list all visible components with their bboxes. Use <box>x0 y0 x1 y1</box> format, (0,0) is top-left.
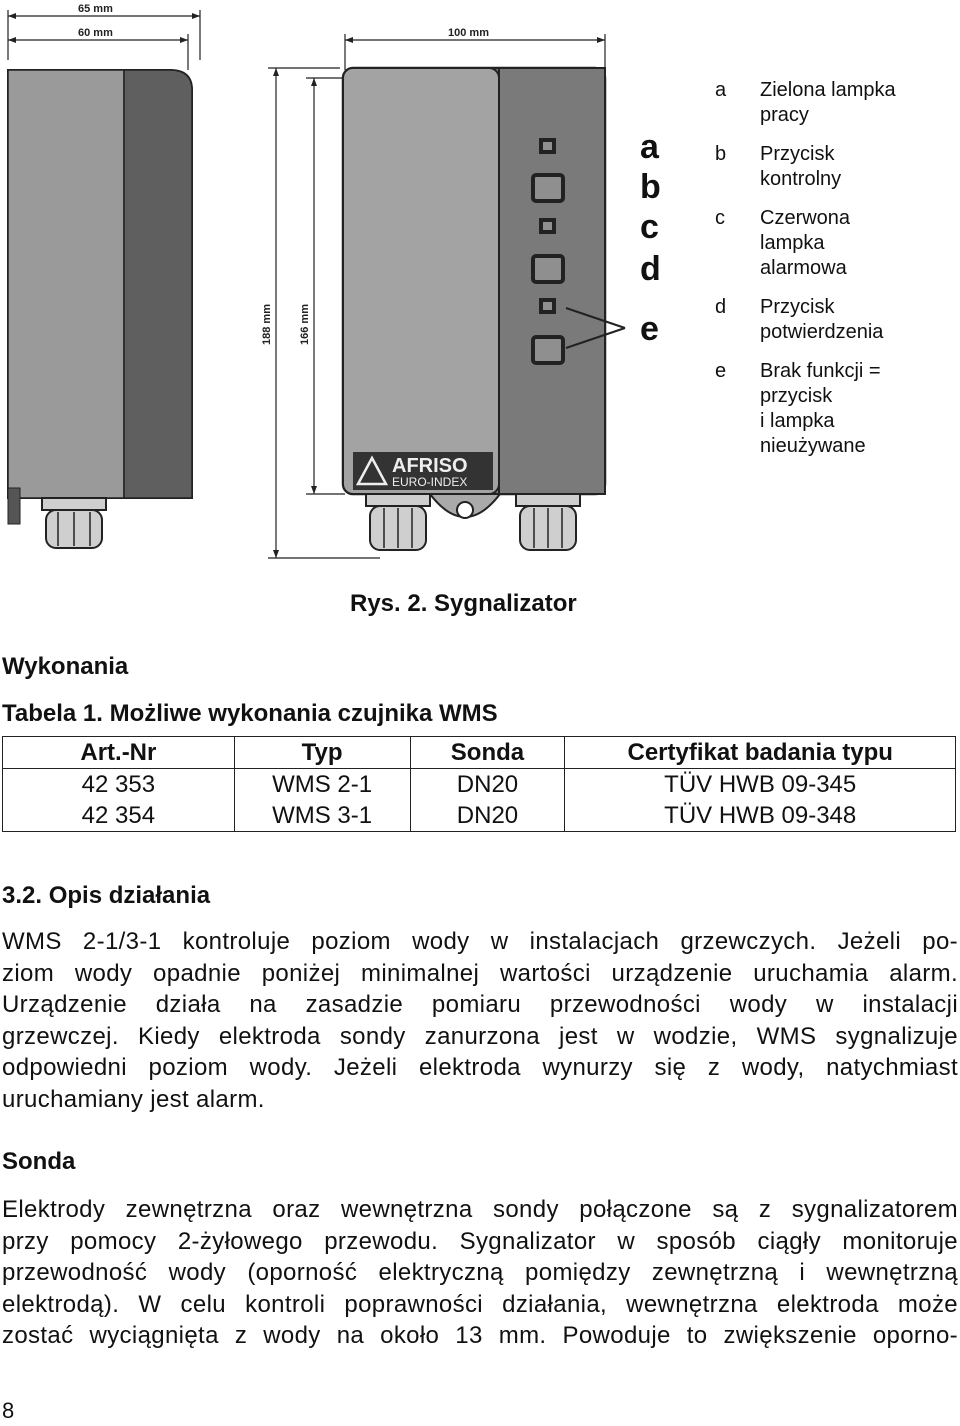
paragraph-line: ziom wody opadnie poniżej minimalnej wartości urządzenie uruchamia alarm. <box>2 959 958 987</box>
legend-desc <box>760 206 955 281</box>
letter-d: d <box>640 250 661 288</box>
legend-desc-line: lampka <box>760 232 825 254</box>
legend-item-c <box>715 206 955 281</box>
heading-opis: 3.2. Opis działania <box>2 882 211 909</box>
brand-label: AFRISO <box>392 455 468 477</box>
column-header: Art.-Nr <box>3 737 235 769</box>
table-cell: 42 353 <box>3 769 235 801</box>
table-title: Tabela 1. Możliwe wykonania czujnika WMS <box>2 700 498 727</box>
legend-key: d <box>715 296 727 318</box>
legend-desc-line: Przycisk <box>760 296 835 318</box>
column-header: Typ <box>234 737 410 769</box>
legend-desc <box>760 295 955 345</box>
legend-item-b <box>715 142 955 192</box>
legend-key: b <box>715 143 727 165</box>
legend-desc <box>760 359 955 459</box>
legend-desc-line: potwierdzenia <box>760 321 884 343</box>
side-view <box>8 70 192 548</box>
paragraph-line: WMS 2-1/3-1 kontroluje poziom wody w instalacjach grzewczych. Jeżeli po- <box>2 928 958 955</box>
paragraph-line: Elektrody zewnętrzna oraz wewnętrzna sondy połączone są z sygnalizatorem <box>2 1196 958 1223</box>
legend-desc-line: Zielona lampka <box>760 79 896 101</box>
legend-key: e <box>715 360 727 382</box>
legend-desc-line: Brak funkcji = <box>760 360 881 382</box>
section-title: Wykonania <box>2 653 129 680</box>
legend-desc-line: kontrolny <box>760 168 842 190</box>
paragraph-line: przewodność wody (oporność elektryczną pomiędzy zewnętrzną i wewnętrzną <box>2 1259 958 1287</box>
table-cell: WMS 3-1 <box>234 800 410 832</box>
letter-c: c <box>640 208 659 246</box>
paragraph-line: uruchamiany jest alarm. <box>2 1085 265 1113</box>
letter-a: a <box>640 128 659 166</box>
table-cell: TÜV HWB 09-345 <box>565 769 956 801</box>
paragraph-line: Urządzenie działa na zasadzie pomiaru przewodności wody w instalacji <box>2 991 958 1019</box>
legend-key: c <box>715 207 725 229</box>
front-view <box>343 68 625 550</box>
legend-desc-line: alarmowa <box>760 257 847 279</box>
table-header-row <box>3 737 956 769</box>
figure-legend <box>715 78 955 473</box>
dim-100-label: 100 mm <box>448 27 489 39</box>
dim-166-label: 166 mm <box>299 304 311 345</box>
legend-desc-line: przycisk <box>760 385 833 407</box>
legend-desc-line: Czerwona <box>760 207 851 229</box>
table-cell: DN20 <box>410 769 565 801</box>
letter-b: b <box>640 168 661 206</box>
legend-item-d <box>715 295 955 345</box>
heading-sonda: Sonda <box>2 1148 76 1175</box>
legend-item-e <box>715 359 955 459</box>
legend-desc-line: Przycisk <box>760 143 835 165</box>
paragraph-line: elektrodą). W celu kontroli poprawności działania, wewnętrzna elektroda może <box>2 1290 958 1318</box>
legend-key: a <box>715 79 727 101</box>
figure-caption: Rys. 2. Sygnalizator <box>350 590 577 617</box>
paragraph-sonda <box>2 1194 958 1352</box>
legend-item-a <box>715 78 955 128</box>
dim-188-label: 188 mm <box>261 304 273 345</box>
dim-60-label: 60 mm <box>78 27 113 39</box>
page-number: 8 <box>2 1398 15 1423</box>
table-cell: WMS 2-1 <box>234 769 410 801</box>
paragraph-line: grzewczej. Kiedy elektroda sondy zanurzona jest w wodzie, WMS sygnalizuje <box>2 1022 958 1050</box>
paragraph-line: zostać wyciągnięta z wody na około 13 mm. Powoduje to zwiększenie oporno- <box>2 1322 958 1350</box>
table-cell: 42 354 <box>3 800 235 832</box>
legend-desc-line: pracy <box>760 104 809 126</box>
legend-desc <box>760 78 955 128</box>
column-header: Sonda <box>410 737 565 769</box>
brand-sublabel: EURO-INDEX <box>392 475 468 489</box>
legend-desc <box>760 142 955 192</box>
letter-e: e <box>640 310 659 348</box>
table-cell: DN20 <box>410 800 565 832</box>
table-row <box>3 800 956 832</box>
variants-table <box>2 736 956 832</box>
paragraph-opis <box>2 926 958 1116</box>
paragraph-line: przy pomocy 2-żyłowego przewodu. Sygnalizator w sposób ciągły monitoruje <box>2 1227 958 1255</box>
table-cell: TÜV HWB 09-348 <box>565 800 956 832</box>
paragraph-line: odpowiedni poziom wody. Jeżeli elektroda wynurzy się z wody, natychmiast <box>2 1054 958 1082</box>
dim-65-label: 65 mm <box>78 3 113 15</box>
legend-desc-line: nieużywane <box>760 435 866 457</box>
device-drawing <box>0 0 700 570</box>
table-row <box>3 769 956 801</box>
legend-desc-line: i lampka <box>760 410 835 432</box>
column-header: Certyfikat badania typu <box>565 737 956 769</box>
